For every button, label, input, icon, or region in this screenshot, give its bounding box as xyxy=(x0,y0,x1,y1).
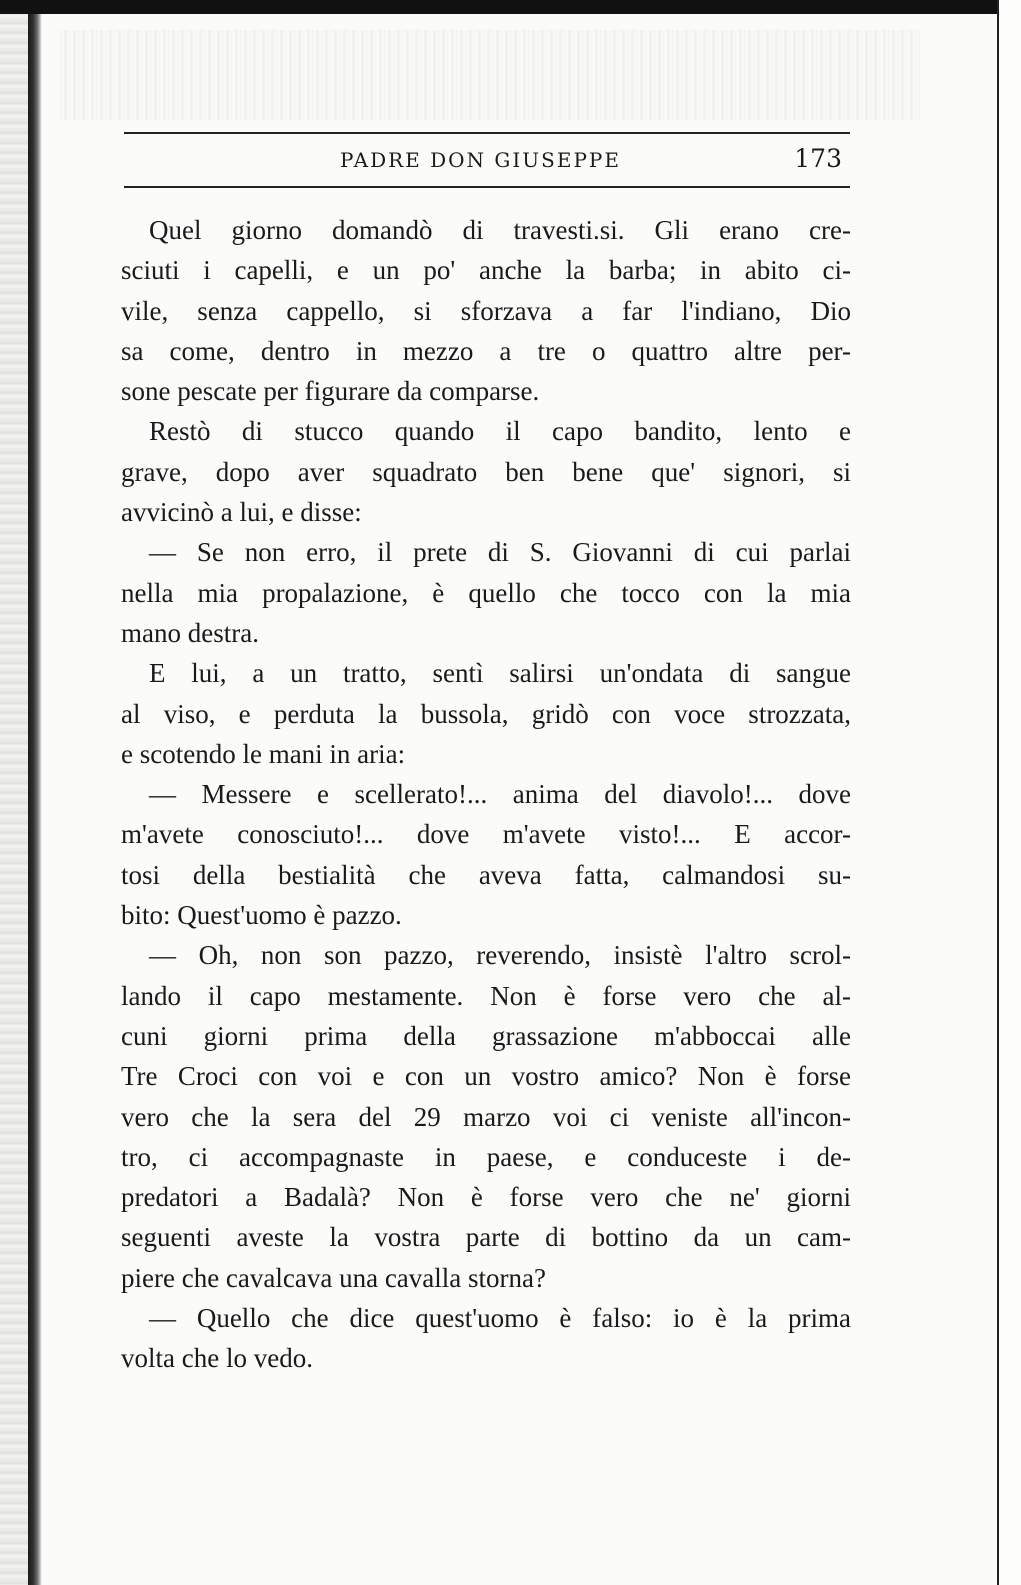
text-line: tosi della bestialità che aveva fatta, calmandosi su- xyxy=(121,859,851,890)
body-text xyxy=(121,210,851,1379)
text-line: e scotendo le mani in aria: xyxy=(121,738,406,769)
text-line: vile, senza cappello, si sforzava a far l'indiano, Dio xyxy=(121,295,851,326)
text-line: grave, dopo aver squadrato ben bene que' signori, si xyxy=(121,456,851,487)
text-line: E lui, a un tratto, sentì salirsi un'ondata di sangue xyxy=(149,658,851,689)
scan-noise xyxy=(60,30,920,120)
text-line: mano destra. xyxy=(121,617,259,648)
binding-shadow xyxy=(28,0,42,1585)
text-line: Tre Croci con voi e con un vostro amico? Non è forse xyxy=(121,1061,851,1092)
text-line: tro, ci accompagnaste in paese, e conduceste i de- xyxy=(121,1141,851,1172)
text-line: sa come, dentro in mezzo a tre o quattro altre per- xyxy=(121,335,851,366)
text-line: avvicinò a lui, e disse: xyxy=(121,497,362,528)
text-line: Quel giorno domandò di travesti.si. Gli erano cre- xyxy=(149,215,851,245)
text-line: — Quello che dice quest'uomo è falso: io è la prima xyxy=(149,1303,851,1334)
text-line: volta che lo vedo. xyxy=(121,1343,313,1374)
text-line: nella mia propalazione, è quello che tocco con la mia xyxy=(121,577,851,608)
running-head xyxy=(124,132,850,188)
text-line: al viso, e perduta la bussola, gridò con voce strozzata, xyxy=(121,698,851,729)
text-line: seguenti aveste la vostra parte di bottino da un cam- xyxy=(121,1222,851,1253)
scan-right-margin xyxy=(997,0,1021,1585)
text-line: sciuti i capelli, e un po' anche la barba; in abito ci- xyxy=(121,255,851,286)
text-line: cuni giorni prima della grassazione m'abboccai alle xyxy=(121,1020,851,1051)
scan-top-border xyxy=(0,0,1000,14)
text-line: m'avete conosciuto!... dove m'avete visto!... E accor- xyxy=(121,819,851,850)
text-line: — Se non erro, il prete di S. Giovanni di cui parlai xyxy=(149,537,851,568)
running-head-title: PADRE DON GIUSEPPE xyxy=(340,148,621,172)
page-number: 173 xyxy=(794,144,842,173)
text-line: piere che cavalcava una cavalla storna? xyxy=(121,1262,546,1293)
text-line: sone pescate per figurare da comparse. xyxy=(121,376,540,407)
text-line: Restò di stucco quando il capo bandito, lento e xyxy=(149,416,851,447)
scan-left-margin xyxy=(0,0,28,1585)
text-line: vero che la sera del 29 marzo voi ci veniste all'incon- xyxy=(121,1101,851,1132)
text-line: bito: Quest'uomo è pazzo. xyxy=(121,900,402,931)
text-line: predatori a Badalà? Non è forse vero che ne' giorni xyxy=(121,1182,851,1213)
text-line: — Messere e scellerato!... anima del diavolo!... dove xyxy=(149,779,851,810)
text-line: — Oh, non son pazzo, reverendo, insistè l'altro scrol- xyxy=(149,940,851,971)
text-line: lando il capo mestamente. Non è forse vero che al- xyxy=(121,980,851,1011)
